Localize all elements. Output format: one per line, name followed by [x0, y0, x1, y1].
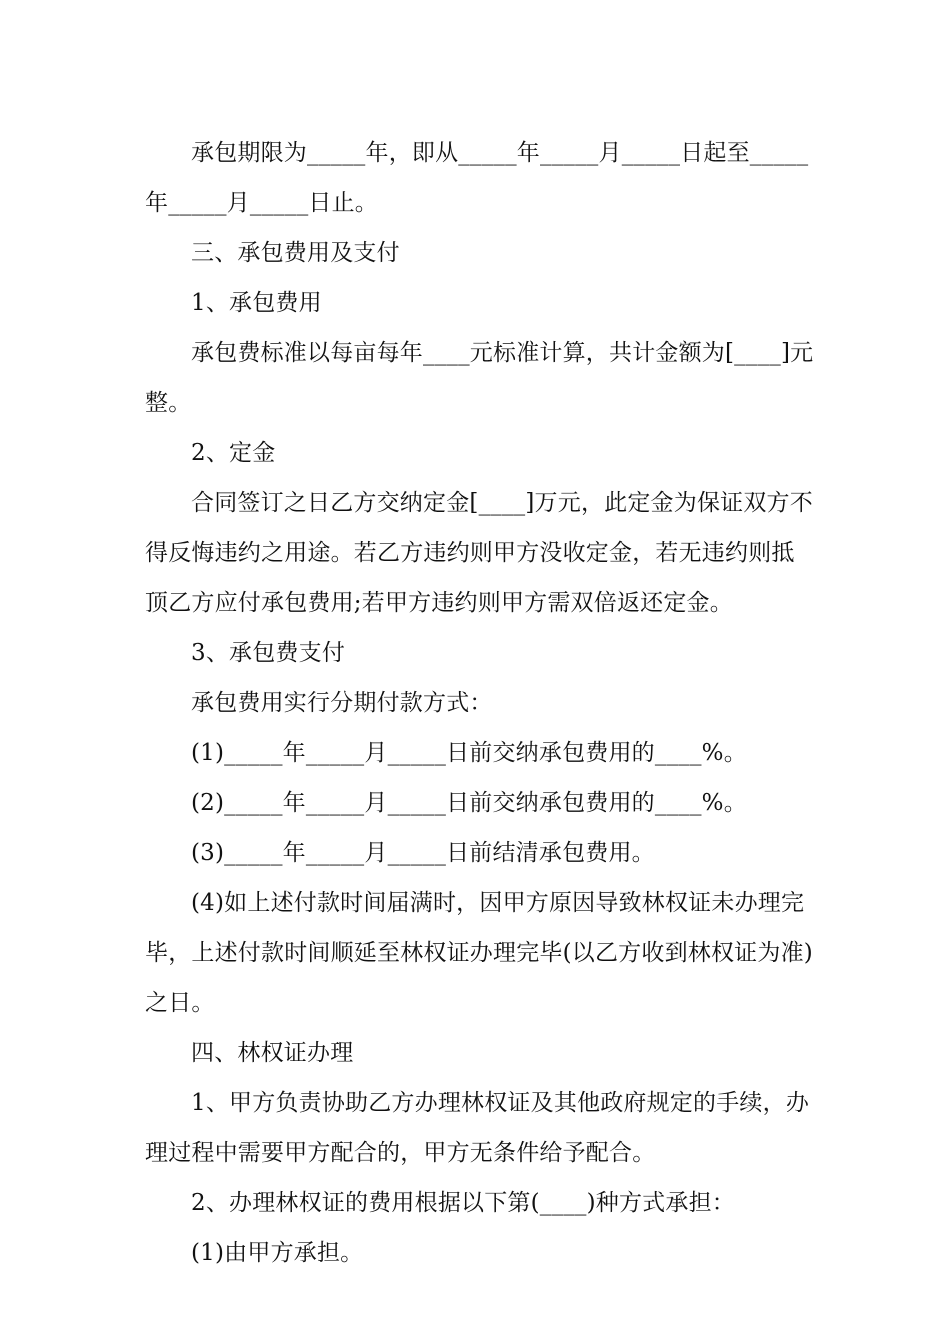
section-heading-forest-certificate: 四、林权证办理: [191, 1040, 354, 1066]
paragraph-installment-method: 承包费用实行分期付款方式：: [191, 690, 493, 716]
subheading-deposit: 2、定金: [191, 440, 276, 466]
list-item-installment-1: (1)_____年_____月_____日前交纳承包费用的____%。: [191, 740, 747, 766]
paragraph-fee-standard: 承包费标准以每亩每年____元标准计算，共计金额为[____]元整。: [145, 340, 814, 416]
section-heading-fees-payment: 三、承包费用及支付: [191, 240, 400, 266]
paragraph-certificate-assistance: 1、甲方负责协助乙方办理林权证及其他政府规定的手续，办理过程中需要甲方配合的，甲方无条件给予配合。: [145, 1090, 810, 1166]
list-item-installment-4: (4)如上述付款时间届满时，因甲方原因导致林权证未办理完毕，上述付款时间顺延至林权证办理完毕(以乙方收到林权证为准)之日。: [145, 890, 813, 1016]
list-item-installment-3: (3)_____年_____月_____日前结清承包费用。: [191, 840, 655, 866]
document-body: [145, 128, 817, 1278]
list-item-fee-option-1: (1)由甲方承担。: [191, 1240, 364, 1266]
list-item-installment-2: (2)_____年_____月_____日前交纳承包费用的____%。: [191, 790, 747, 816]
paragraph-contract-term: 承包期限为_____年，即从_____年_____月_____日起至_____年_____月_____日止。: [145, 140, 809, 216]
subheading-contract-fee: 1、承包费用: [191, 290, 322, 316]
paragraph-certificate-fees: 2、办理林权证的费用根据以下第(____)种方式承担：: [191, 1190, 735, 1216]
subheading-fee-payment: 3、承包费支付: [191, 640, 346, 666]
paragraph-deposit-terms: 合同签订之日乙方交纳定金[____]万元，此定金为保证双方不得反悔违约之用途。若乙方违约则甲方没收定金，若无违约则抵顶乙方应付承包费用;若甲方违约则甲方需双倍返还定金。: [145, 490, 813, 616]
